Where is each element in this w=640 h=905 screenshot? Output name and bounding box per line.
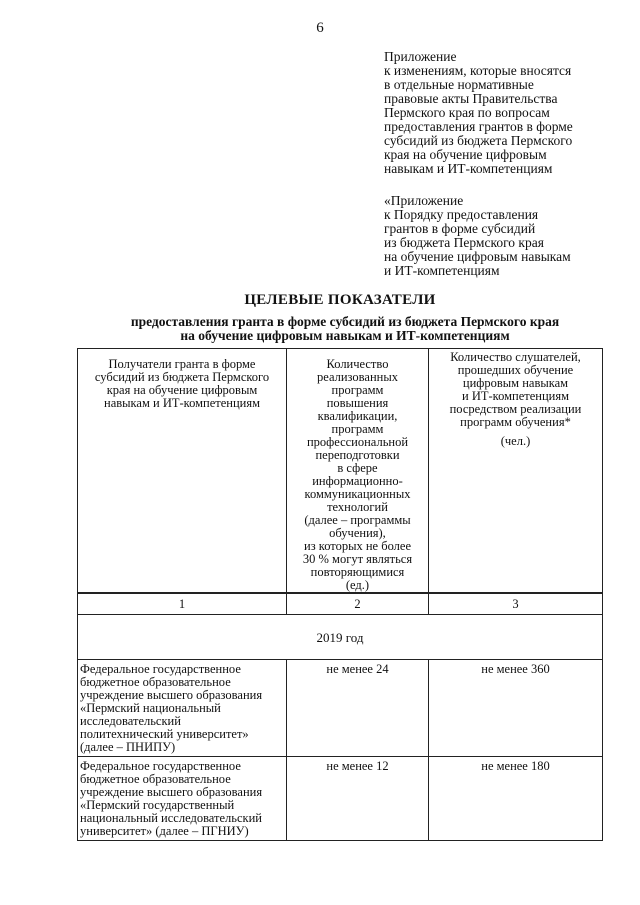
appendix-main-line: навыкам и ИТ-компетенциям	[384, 161, 553, 176]
appendix-order-line: «Приложение	[384, 193, 464, 208]
recipient-line: учреждение высшего образования	[80, 785, 263, 799]
appendix-order-line: из бюджета Пермского края	[384, 235, 544, 250]
header-programs	[287, 349, 429, 594]
appendix-order-line: и ИТ-компетенциям	[384, 263, 500, 278]
recipient-line: (далее – ПНИПУ)	[80, 740, 176, 754]
appendix-main-line: Приложение	[384, 49, 457, 64]
students-value: не менее 360	[429, 660, 603, 757]
programs-value: не менее 12	[287, 757, 429, 841]
recipient-cell	[78, 757, 287, 841]
header-line: прошедших обучение	[457, 363, 574, 377]
appendix-main-line: Пермского края по вопросам	[384, 105, 550, 120]
subtitle-line: предоставления гранта в форме субсидий из бюджета Пермского края	[130, 314, 560, 329]
recipient-line: университет» (далее – ПГНИУ)	[80, 824, 249, 838]
header-line: обучения),	[329, 526, 386, 540]
recipient-line: Федеральное государственное	[80, 662, 241, 676]
header-line: края на обучение цифровым	[106, 383, 258, 397]
header-line: цифровым навыкам	[462, 376, 569, 390]
header-line: в сфере	[337, 461, 378, 475]
recipient-line: национальный исследовательский	[80, 811, 262, 825]
appendix-order-line: к Порядку предоставления	[384, 207, 539, 222]
appendix-order	[384, 194, 604, 278]
recipient-line: исследовательский	[80, 714, 181, 728]
header-line: повторяющимися	[310, 565, 405, 579]
appendix-main-line: к изменениям, которые вносятся	[384, 63, 572, 78]
appendix-main-line: предоставления грантов в форме	[384, 119, 573, 134]
targets-table	[77, 348, 603, 841]
header-line: реализованных	[317, 370, 398, 384]
recipient-line: бюджетное образовательное	[80, 675, 231, 689]
table-header-row	[78, 349, 603, 594]
header-line: и ИТ-компетенциям	[462, 389, 569, 403]
subtitle-line: на обучение цифровым навыкам и ИТ-компетенциям	[180, 328, 510, 343]
header-line: субсидий из бюджета Пермского	[94, 370, 270, 384]
table-row	[78, 757, 603, 841]
header-line: технологий	[327, 500, 388, 514]
header-line: из которых не более	[304, 539, 411, 553]
appendix-order-line: на обучение цифровым навыкам	[384, 249, 571, 264]
appendix-main-line: края на обучение цифровым	[384, 147, 547, 162]
recipient-line: «Пермский национальный	[80, 701, 221, 715]
header-line: программ обучения*	[460, 415, 571, 429]
programs-value: не менее 24	[287, 660, 429, 757]
header-line: Количество слушателей,	[450, 350, 581, 364]
document-title: ЦЕЛЕВЫЕ ПОКАЗАТЕЛИ	[244, 292, 436, 308]
document-subtitle	[90, 315, 600, 343]
year-label: 2019 год	[78, 615, 603, 660]
header-line: повышения	[326, 396, 389, 410]
header-line: программ	[331, 422, 384, 436]
header-line: Количество	[326, 357, 389, 371]
header-line: (ед.)	[345, 578, 370, 592]
header-line: (далее – программы	[304, 513, 411, 527]
students-value: не менее 180	[429, 757, 603, 841]
header-recipients	[78, 349, 287, 594]
header-line: информационно-	[312, 474, 403, 488]
appendix-main-line: правовые акты Правительства	[384, 91, 558, 106]
column-number: 1	[78, 593, 287, 615]
recipient-line: бюджетное образовательное	[80, 772, 231, 786]
header-line: Получатели гранта в форме	[108, 357, 256, 371]
header-line: коммуникационных	[304, 487, 411, 501]
header-line: квалификации,	[317, 409, 398, 423]
table-row	[78, 660, 603, 757]
header-line: программ	[331, 383, 384, 397]
appendix-main-line: в отдельные нормативные	[384, 77, 534, 92]
recipient-cell	[78, 660, 287, 757]
header-line: 30 % могут являться	[302, 552, 413, 566]
header-line: навыкам и ИТ-компетенциям	[104, 396, 260, 410]
appendix-main	[384, 50, 604, 176]
recipient-line: учреждение высшего образования	[80, 688, 263, 702]
year-row	[78, 615, 603, 660]
recipient-line: политехнический университет»	[80, 727, 249, 741]
header-line: профессиональной	[306, 435, 409, 449]
header-unit: (чел.)	[500, 434, 531, 448]
column-number-row	[78, 593, 603, 615]
appendix-order-line: грантов в форме субсидий	[384, 221, 536, 236]
header-line: посредством реализации	[449, 402, 582, 416]
column-number: 2	[287, 593, 429, 615]
recipient-line: Федеральное государственное	[80, 759, 241, 773]
page-number: 6	[316, 20, 324, 36]
recipient-line: «Пермский государственный	[80, 798, 235, 812]
column-number: 3	[429, 593, 603, 615]
header-line: переподготовки	[315, 448, 400, 462]
header-students	[429, 349, 603, 594]
appendix-main-line: субсидий из бюджета Пермского	[384, 133, 573, 148]
